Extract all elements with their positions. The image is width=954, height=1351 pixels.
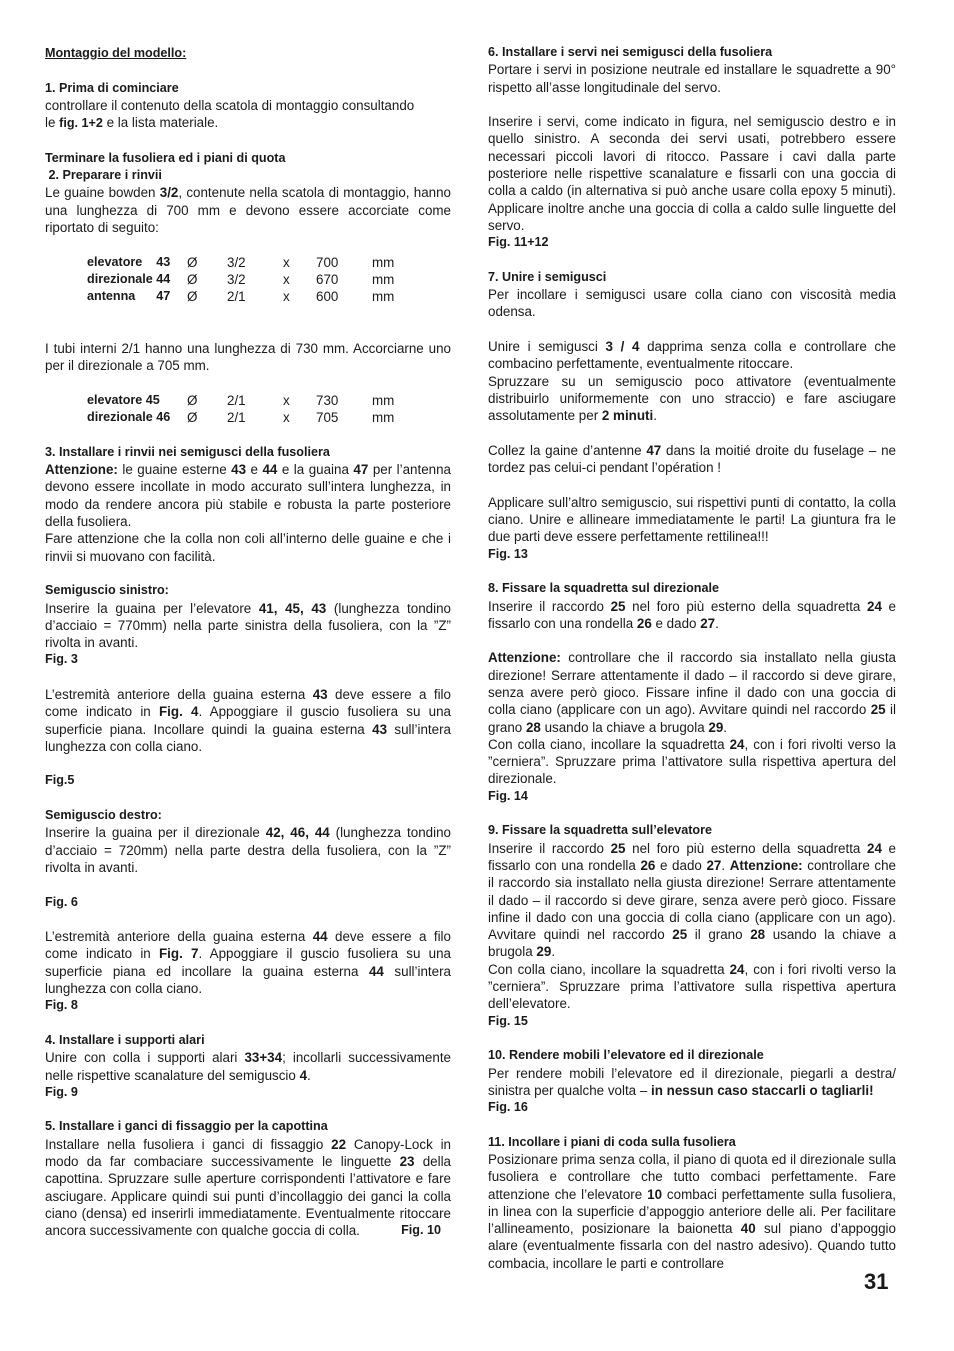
table-row bbox=[87, 409, 394, 426]
table-cell-unit: mm bbox=[372, 254, 395, 270]
heading-terminare-fusoliera: Terminare la fusoliera ed i piani di quota bbox=[45, 150, 286, 165]
table-body bbox=[87, 254, 394, 306]
paragraph: controllare il contenuto della scatola di montaggio consultando bbox=[45, 97, 415, 113]
table-cell-dim: 2/1 bbox=[227, 392, 246, 408]
figure-ref: Fig. 6 bbox=[45, 894, 78, 909]
heading-installare-servi: 6. Installare i servi nei semigusci della fusoliera bbox=[488, 45, 773, 59]
table-cell-name: elevatore 45 bbox=[87, 392, 160, 407]
paragraph: Con colla ciano, incollare la squadretta 24, con i fori rivolti verso la ”cerniera”. Spruzzare prima l’attivatore sulla rispettiva apertura dell’elevatore. bbox=[488, 961, 897, 1012]
heading-unire-semigusci: 7. Unire i semigusci bbox=[488, 269, 607, 284]
heading-rendere-mobili: 10. Rendere mobili l’elevatore ed il direzionale bbox=[488, 1048, 764, 1063]
paragraph: Inserire la guaina per l’elevatore 41, 45, 43 (lunghezza tondino d’acciaio = 770mm) nella parte sinistra della fusoliera, con la ”Z” rivolta in avanti. bbox=[45, 600, 451, 651]
heading-squadretta-direzionale: 8. Fissare la squadretta sul direzionale bbox=[488, 581, 719, 596]
figure-ref: Fig. 15 bbox=[488, 1013, 528, 1028]
heading-piani-di-coda: 11. Incollare i piani di coda sulla fusoliera bbox=[488, 1134, 736, 1149]
heading-preparare-rinvii: 2. Preparare i rinvii bbox=[45, 168, 162, 183]
paragraph: L’estremità anteriore della guaina esterna 43 deve essere a filo come indicato in Fig. 4. Appoggiare il guscio fusoliera su una superficie piana. Incollare quindi la guaina esterna 43 sull’intera lunghezza con colla ciano. bbox=[45, 686, 451, 754]
figure-ref: Fig. 9 bbox=[45, 1084, 78, 1099]
section-title: Montaggio del modello: bbox=[45, 46, 187, 60]
table-cell-name: antenna 47 bbox=[87, 289, 171, 304]
table-cell-unit: mm bbox=[372, 289, 395, 305]
paragraph: Le guaine bowden 3/2, contenute nella scatola di montaggio, hanno una lunghezza di 700 mm e devono essere accorciate come riportato di seguito: bbox=[45, 185, 451, 235]
table-cell-phi: Ø bbox=[187, 392, 198, 408]
page-number: 31 bbox=[864, 1269, 889, 1294]
table-cell-dim: 2/1 bbox=[227, 289, 246, 305]
paragraph: Con colla ciano, incollare la squadretta 24, con i fori rivolti verso la ”cerniera”. Spruzzare prima l’attivatore sulla rispettiva apertura del direzionale. bbox=[488, 736, 897, 787]
heading-prima-di-cominciare: 1. Prima di cominciare bbox=[45, 80, 179, 95]
figure-ref: Fig. 13 bbox=[488, 546, 528, 561]
table-row bbox=[87, 254, 394, 271]
paragraph: Inserire i servi, come indicato in figura, nel semiguscio destro e in quello sinistro. A seconda dei servi usati, potrebbero essere necessari piccoli lavori di ritocco. Passare i cavi dalla parte posteriore nelle rispettive scanalature e fissarli con una goccia di colla a caldo (in alternativa si può anche usare colla epoxy 5 minuti). Applicare inoltre anche una goccia di colla a caldo sulle linguette del servo. bbox=[488, 114, 896, 233]
table-cell-len: 670 bbox=[316, 271, 339, 287]
bowden-table-1 bbox=[87, 254, 394, 306]
heading-semiguscio-destro: Semiguscio destro: bbox=[45, 808, 162, 823]
right-column bbox=[488, 44, 896, 1272]
table-cell-name: direzionale 44 bbox=[87, 271, 171, 286]
paragraph: Inserire il raccordo 25 nel foro più esterno della squadretta 24 e fissarlo con una rondella 26 e dado 27. Attenzione: controllare che il raccordo sia installato nella giusta direzione! Serrare attentamente il dado – il raccordo si deve girare, senza avere però gioco. Fissare infine il dado con una goccia di colla ciano (applicare con un ago). Avvitare quindi nel raccordo 25 il grano 28 usando la chiave a brugola 29. bbox=[488, 840, 897, 960]
table-cell-dim: 3/2 bbox=[227, 271, 246, 287]
heading-ganci-capottina: 5. Installare i ganci di fissaggio per la capottina bbox=[45, 1119, 328, 1134]
figure-ref: Fig. 10 bbox=[401, 1223, 441, 1238]
paragraph: Collez la gaine d’antenne 47 dans la moitié droite du fuselage – ne tordez pas celui-ci pendant l’opération ! bbox=[488, 442, 896, 476]
paragraph: Spruzzare su un semiguscio poco attivatore (eventualmente distribuirlo uniformemente con uno straccio) e fare asciugare assolutamente per 2 minuti. bbox=[488, 373, 896, 424]
table-cell-phi: Ø bbox=[187, 410, 198, 426]
heading-installare-rinvii: 3. Installare i rinvii nei semigusci della fusoliera bbox=[45, 444, 330, 459]
paragraph: Inserire il raccordo 25 nel foro più esterno della squadretta 24 e fissarlo con una rondella 26 e dado 27. bbox=[488, 598, 896, 631]
figure-ref: Fig. 14 bbox=[488, 788, 528, 803]
table-cell-unit: mm bbox=[372, 392, 395, 408]
paragraph: L’estremità anteriore della guaina esterna 44 deve essere a filo come indicato in Fig. 7. Appoggiare il guscio fusoliera su una superficie piana ed incollare la guaina esterna 44 sull’intera lunghezza con colla ciano. bbox=[45, 929, 451, 997]
table-cell-len: 600 bbox=[316, 289, 339, 305]
table-row bbox=[87, 392, 394, 409]
table-cell-phi: Ø bbox=[187, 254, 198, 270]
table-cell-x: x bbox=[283, 289, 290, 305]
table-cell-x: x bbox=[283, 392, 290, 408]
figure-ref: Fig.5 bbox=[45, 773, 75, 788]
table-row bbox=[87, 271, 394, 288]
table-cell-len: 700 bbox=[316, 254, 339, 270]
figure-ref: Fig. 8 bbox=[45, 998, 78, 1013]
bowden-table-2 bbox=[87, 392, 394, 427]
figure-ref: Fig. 3 bbox=[45, 652, 78, 667]
paragraph: Installare nella fusoliera i ganci di fissaggio 22 Canopy-Lock in modo da far combaciare successivamente le linguette 23 della capottina. Spruzzare sulle aperture corrispondenti l’attivatore e fare asciugare. Applicare quindi sui punti d’incollaggio dei ganci la colla ciano (densa) ed inserirli immediatamente. Eventualmente ritoccare ancora successivamente con qualche goccia di colla. Fig. 10 bbox=[45, 1136, 452, 1239]
table-cell-dim: 2/1 bbox=[227, 410, 246, 426]
table-row bbox=[87, 288, 394, 305]
paragraph: Inserire la guaina per il direzionale 42, 46, 44 (lunghezza tondino d’acciaio = 720mm) nella parte destra della fusoliera, con la ”Z” rivolta in avanti. bbox=[45, 825, 451, 875]
paragraph: Per rendere mobili l’elevatore ed il direzionale, piegarli a destra/ sinistra per qualche volta – in nessun caso staccarli o tagliarli! bbox=[488, 1065, 896, 1098]
figure-ref: Fig. 16 bbox=[488, 1100, 528, 1115]
table-cell-x: x bbox=[283, 410, 290, 426]
paragraph: Posizionare prima senza colla, il piano di quota ed il direzionale sulla fusoliera e controllare che tutto combaci perfettamente. Fare attenzione che l’elevatore 10 combaci perfettamente sulla fusoliera, in linea con la superficie d’appoggio anteriore delle ali. Per facilitare l’allineamento, posizionare la baionetta 40 sul piano d’appoggio alare (eventualmente fissarla con del nastro adesivo). Quando tutto combacia, incollare le parti e controllare bbox=[488, 1152, 896, 1271]
table-cell-unit: mm bbox=[372, 271, 395, 287]
paragraph: Unire i semigusci 3 / 4 dapprima senza colla e controllare che combacino perfettamente, eventualmente ritoccare. bbox=[488, 339, 897, 372]
figure-ref: Fig. 11+12 bbox=[488, 235, 549, 250]
paragraph: Portare i servi in posizione neutrale ed installare le squadrette a 90° rispetto all’asse longitudinale del servo. bbox=[488, 62, 896, 95]
heading-supporti-alari: 4. Installare i supporti alari bbox=[45, 1032, 205, 1047]
paragraph: Fare attenzione che la colla non coli all’interno delle guaine e che i rinvii si muovano con facilità. bbox=[45, 531, 451, 564]
paragraph: Unire con colla i supporti alari 33+34; incollarli successivamente nelle rispettive scanalature del semiguscio 4. bbox=[45, 1050, 451, 1083]
left-column bbox=[45, 44, 451, 1239]
paragraph: Attenzione: le guaine esterne 43 e 44 e la guaina 47 per l’antenna devono essere incollate in modo accurato sull’intera lunghezza, in modo da rendere ancora più stabile e robusta la parte posteriore della fusoliera. bbox=[45, 462, 452, 530]
heading-squadretta-elevatore: 9. Fissare la squadretta sull’elevatore bbox=[488, 823, 712, 838]
table-cell-dim: 3/2 bbox=[227, 254, 246, 270]
table-cell-name: direzionale 46 bbox=[87, 410, 171, 425]
table-cell-name: elevatore 43 bbox=[87, 254, 171, 269]
table-cell-phi: Ø bbox=[187, 271, 198, 287]
table-cell-unit: mm bbox=[372, 410, 395, 426]
paragraph: le fig. 1+2 e la lista materiale. bbox=[45, 115, 219, 131]
table-cell-phi: Ø bbox=[187, 289, 198, 305]
table-cell-len: 705 bbox=[316, 410, 339, 426]
table-body bbox=[87, 392, 394, 427]
table-cell-x: x bbox=[283, 271, 290, 287]
paragraph: Applicare sull’altro semiguscio, sui rispettivi punti di contatto, la colla ciano. Unire e allineare immediatamente le parti! La giuntura fra le due parti deve essere perfettamente rettilinea!!! bbox=[488, 494, 896, 545]
table-cell-len: 730 bbox=[316, 392, 339, 408]
heading-semiguscio-sinistro: Semiguscio sinistro: bbox=[45, 583, 169, 598]
paragraph: Attenzione: controllare che il raccordo sia installato nella giusta direzione! Serrare attentamente il dado – il raccordo si deve girare, senza avere però gioco. Fissare infine il dado con una goccia di colla ciano (applicare con un ago). Avvitare quindi nel raccordo 25 il grano 28 usando la chiave a brugola 29. bbox=[488, 650, 896, 735]
paragraph: I tubi interni 2/1 hanno una lunghezza di 730 mm. Accorciarne uno per il direzionale a 705 mm. bbox=[45, 341, 451, 374]
paragraph: Per incollare i semigusci usare colla ciano con viscosità media odensa. bbox=[488, 287, 896, 320]
table-cell-x: x bbox=[283, 254, 290, 270]
